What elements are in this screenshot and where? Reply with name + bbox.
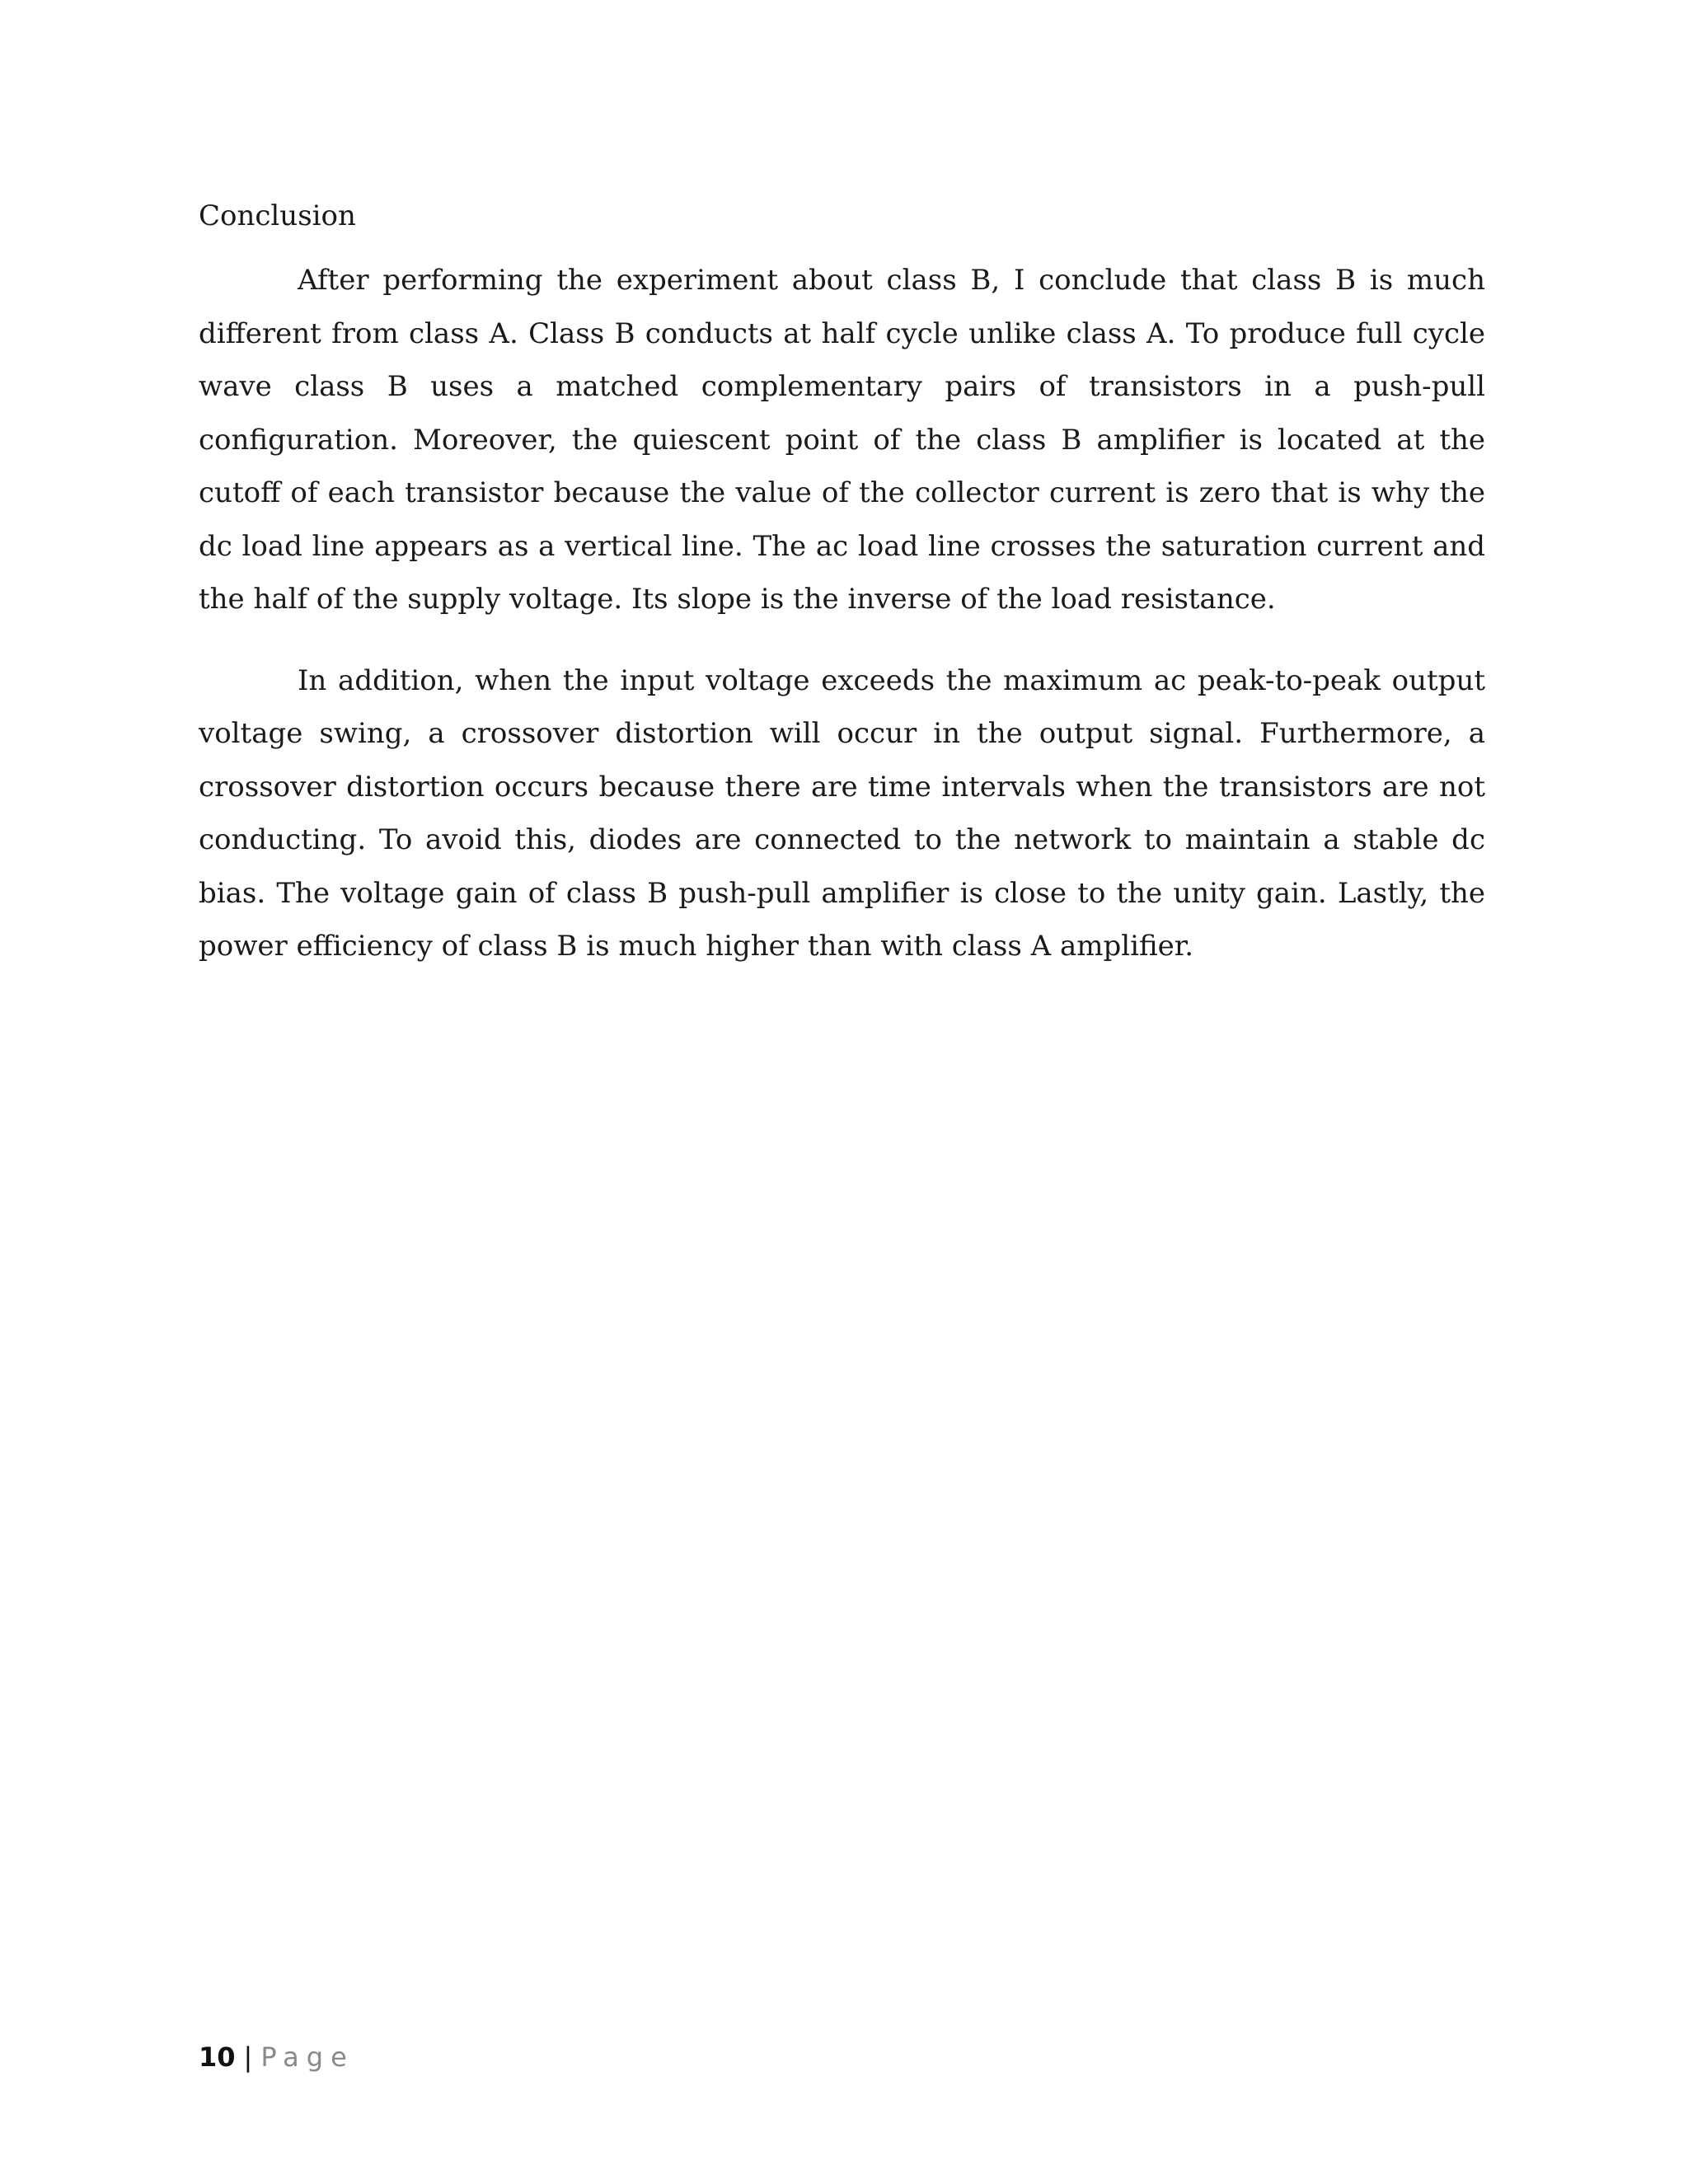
page-number: 10 [199, 2041, 236, 2073]
page-footer [199, 2039, 354, 2075]
paragraph-2: In addition, when the input voltage exceeds the maximum ac peak-to-peak output voltage swing, a crossover distortion will occur in the output signal. Furthermore, a crossover distortion occurs because there are time intervals when the transistors are not conducting. To avoid this, diodes are connected to the network to maintain a stable dc bias. The voltage gain of class B push-pull amplifier is close to the unity gain. Lastly, the power efficiency of class B is much higher than with class A amplifier. [199, 663, 1485, 963]
page-label: Page [260, 2041, 354, 2073]
footer-separator: | [243, 2041, 253, 2073]
page-content [199, 194, 1485, 1001]
section-heading: Conclusion [199, 199, 356, 232]
paragraph-1: After performing the experiment about class B, I conclude that class B is much different from class A. Class B conducts at half cycle unlike class A. To produce full cycle wave class B uses a matched complementary pairs of transistors in a push-pull configuration. Moreover, the quiescent point of the class B amplifier is located at the cutoff of each transistor because the value of the collector current is zero that is why the dc load line appears as a vertical line. The ac load line crosses the saturation current and the half of the supply voltage. Its slope is the inverse of the load resistance. [199, 264, 1485, 616]
